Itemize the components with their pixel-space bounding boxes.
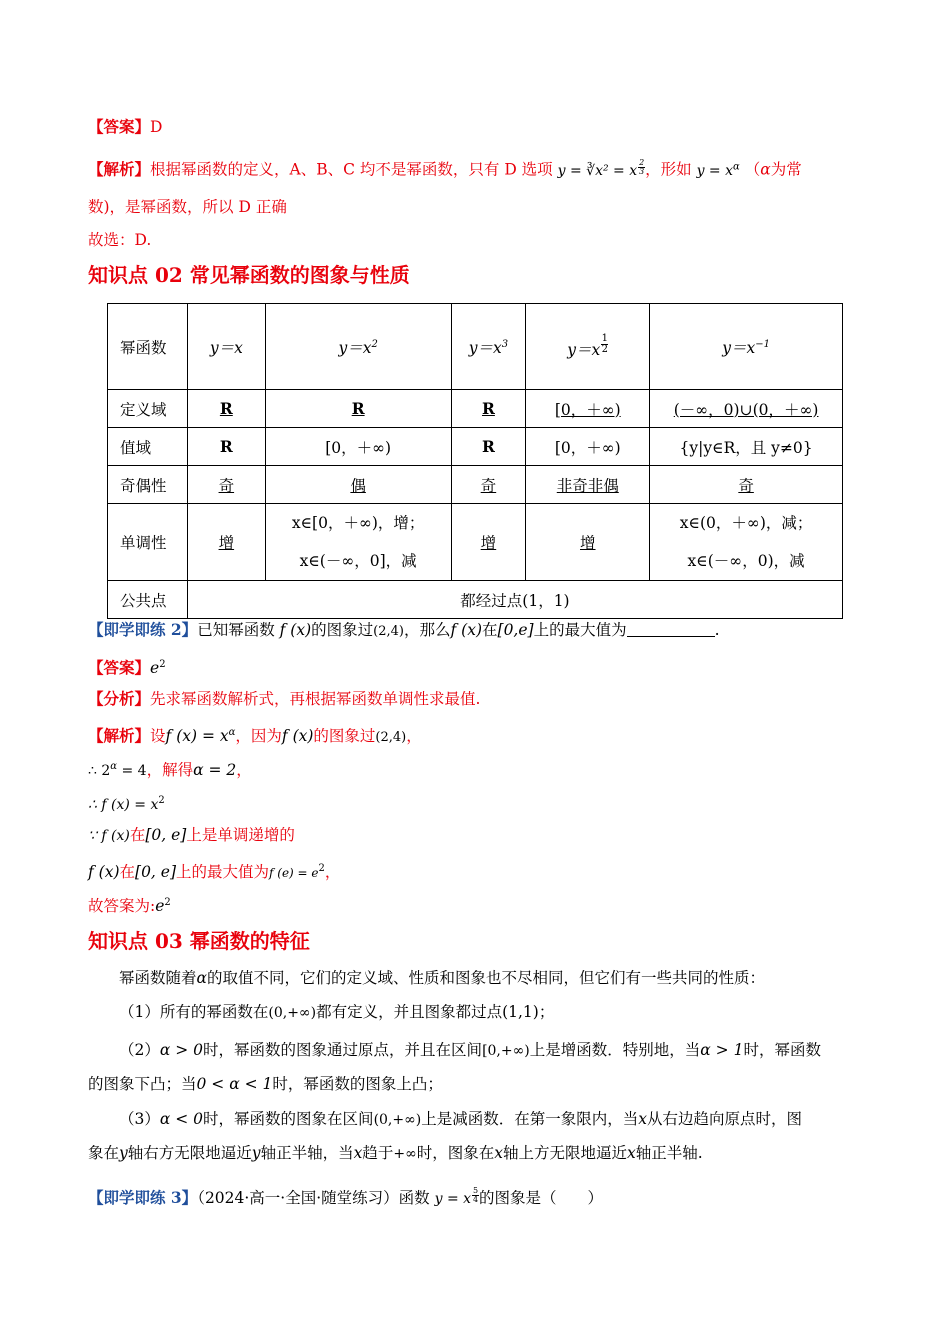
features-intro: 幂函数随着α的取值不同，它们的定义域、性质和图象也不尽相同，但它们有一些共同的性质： xyxy=(119,969,765,987)
row-label: 单调性 xyxy=(108,504,188,581)
table-cell: 奇 xyxy=(451,466,526,504)
feature-1: （1）所有的幂函数在(0,+∞)都有定义，并且图象都过点(1,1)； xyxy=(119,1003,555,1021)
table-row xyxy=(108,390,843,428)
solution-2-line-5: f (x)在[0, e]上的最大值为f $(e) = e^2$， xyxy=(88,863,341,882)
table-cell: 奇 xyxy=(187,466,265,504)
table-cell: [0，＋∞) xyxy=(265,428,451,466)
row-label: 定义域 xyxy=(108,390,188,428)
table-cell-merged: 都经过点(1，1) xyxy=(187,581,842,619)
solution-2-line-4: ∵ f (x)在[0, e]上是单调递增的 xyxy=(88,826,295,844)
table-row xyxy=(108,428,843,466)
table-cell: 增 xyxy=(451,504,526,581)
table-cell: (－∞，0)∪(0，＋∞) xyxy=(650,390,843,428)
table-header-cell: y＝x $\frac{1}{2}$ xyxy=(526,304,650,390)
feature-3-line-1: （3）α < 0时，幂函数的图象在区间(0,+∞)上是减函数．在第一象限内，当x从右边趋向原点时，图 xyxy=(119,1110,803,1128)
practice-3: 【即学即练 3】（2024·高一·全国·随堂练习）函数 y = x $\frac{5}{4}$ 的图象是（ ） xyxy=(88,1186,604,1207)
table-header-cell: $y=x^{-1}$ xyxy=(650,304,843,390)
table-header-cell: $y=x^2$ xyxy=(265,304,451,390)
row-label: 公共点 xyxy=(108,581,188,619)
analysis-1-line-2: 数)，是幂函数，所以 D 正确 xyxy=(88,198,287,216)
feature-2-line-1: （2）α > 0时，幂函数的图象通过原点，并且在区间[0,+∞)上是增函数．特别地，当α > 1时，幂函数 xyxy=(119,1041,821,1059)
table-cell: R xyxy=(187,428,265,466)
table-cell: R xyxy=(187,390,265,428)
solution-2-line-2: ∴ $2^\alpha = 4$，解得α = 2， xyxy=(88,761,252,780)
table-cell: [0，＋∞) xyxy=(526,428,650,466)
table-row xyxy=(108,581,843,619)
table-cell: R xyxy=(451,390,526,428)
table-cell: {y|y∈R，且 y≠0} xyxy=(650,428,843,466)
table-header-cell: $y=x^3$ xyxy=(451,304,526,390)
feature-2-line-2: 的图象下凸；当0 < α < 1时，幂函数的图象上凸； xyxy=(88,1075,443,1093)
section-heading-02: 知识点 02 常见幂函数的图象与性质 xyxy=(88,263,410,287)
table-cell: R xyxy=(451,428,526,466)
table-cell: x∈[0，＋∞)，增； x∈(－∞，0]，减 xyxy=(265,504,451,581)
table-row xyxy=(108,504,843,581)
formula-cuberoot: y = ∛x² = x $\frac{2}{3}$ xyxy=(557,157,645,179)
analysis-1-line-1: 【解析】根据幂函数的定义，A、B、C 均不是幂函数，只有 D 选项 y = ∛x² = x $\frac{2}{3}$ ，形如 $y = x^\alpha$ （α为常 xyxy=(88,157,802,179)
solution-2-line-3: ∴ f $(x) = x^2$ xyxy=(88,795,165,814)
table-row xyxy=(108,466,843,504)
row-label: 值域 xyxy=(108,428,188,466)
table-cell: 奇 xyxy=(650,466,843,504)
table-cell: 增 xyxy=(187,504,265,581)
solution-2-line-1: 【解析】设f $(x) = x^\alpha$，因为f (x)的图象过(2,4)， xyxy=(88,726,422,746)
solution-2-line-6: 故答案为$:e^2$ xyxy=(88,897,171,916)
table-cell: 非奇非偶 xyxy=(526,466,650,504)
answer-1: 【答案】D xyxy=(88,117,163,136)
section-heading-03: 知识点 03 幂函数的特征 xyxy=(88,929,310,953)
conclusion-1: 故选：D. xyxy=(88,231,152,249)
row-label: 奇偶性 xyxy=(108,466,188,504)
answer-blank xyxy=(627,622,715,637)
answer-2: 【答案】$e^2$ xyxy=(88,658,166,678)
practice-2: 【即学即练 2】已知幂函数 f (x)的图象过(2,4)，那么f (x)在[0,e]上的最大值为 . xyxy=(88,620,720,639)
table-cell: R xyxy=(265,390,451,428)
table-header-row xyxy=(108,304,843,390)
table-cell: 增 xyxy=(526,504,650,581)
analysis-2: 【分析】先求幂函数解析式，再根据幂函数单调性求最值. xyxy=(88,689,481,708)
table-cell: [0，＋∞) xyxy=(526,390,650,428)
table-cell: x∈(0，＋∞)，减； x∈(－∞，0)，减 xyxy=(650,504,843,581)
power-function-properties-table xyxy=(107,303,843,619)
table-header-cell: 幂函数 xyxy=(108,304,188,390)
feature-3-line-2: 象在y轴右方无限地逼近y轴正半轴，当x趋于+∞时，图象在x轴上方无限地逼近x轴正半轴. xyxy=(88,1144,703,1162)
table-cell: 偶 xyxy=(265,466,451,504)
table-header-cell: y＝x xyxy=(187,304,265,390)
